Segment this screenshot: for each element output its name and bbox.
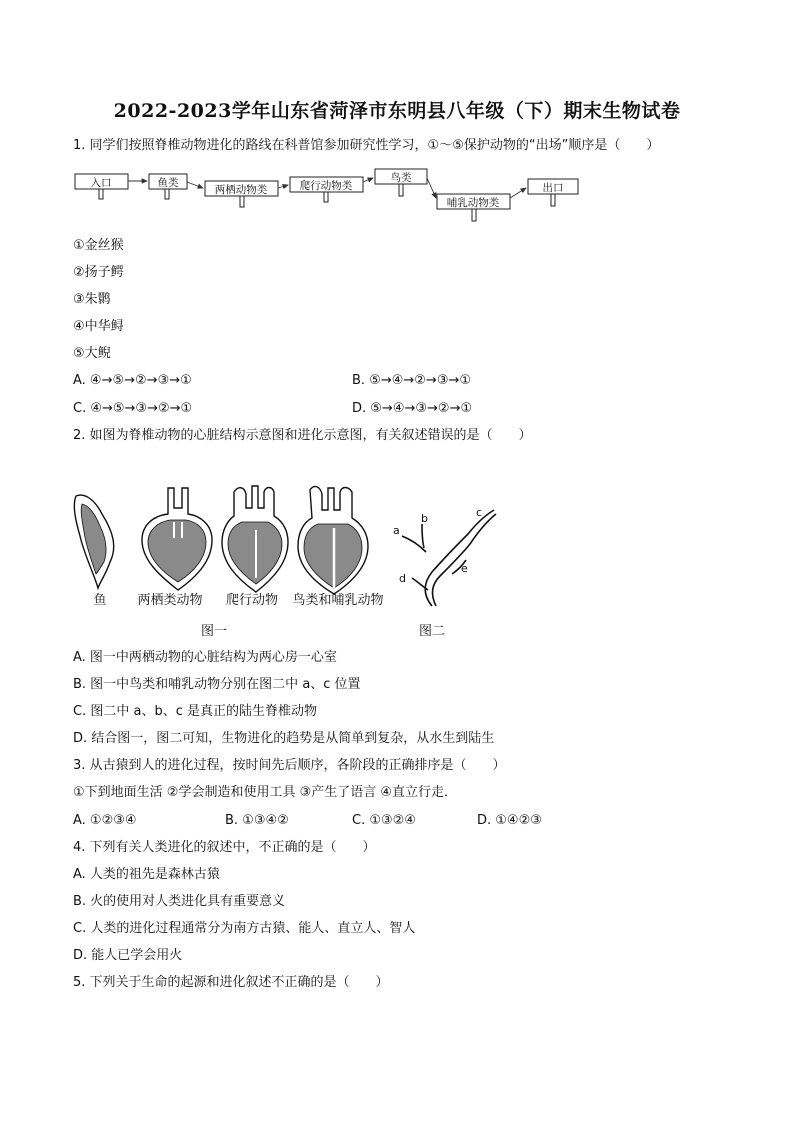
fig1-label-bird-mammal: 鸟类和哺乳动物 (292, 593, 384, 608)
q3-option-b[interactable]: B. ①③④② (225, 813, 289, 828)
fig2-letter: a (393, 524, 400, 537)
route-entrance: 入口 (90, 177, 112, 189)
route-amphibian: 两栖动物类 (214, 184, 268, 196)
q4-stem: 4. 下列有关人类进化的叙述中，不正确的是（ ） (73, 840, 376, 855)
q5-stem: 5. 下列关于生命的起源和进化叙述不正确的是（ ） (73, 975, 389, 990)
q4-option-b[interactable]: B. 火的使用对人类进化具有重要意义 (73, 894, 286, 909)
q1-item: ①金丝猴 (73, 238, 124, 253)
fig2-letter: e (461, 562, 468, 575)
q4-option-c[interactable]: C. 人类的进化过程通常分为南方古猿、能人、直立人、智人 (73, 921, 416, 936)
q2-option-b[interactable]: B. 图一中鸟类和哺乳动物分别在图二中 a、c 位置 (73, 677, 361, 692)
q1-option-d[interactable]: D. ⑤→④→③→②→① (352, 401, 473, 416)
q3-stem: 3. 从古猿到人的进化过程，按时间先后顺序，各阶段的正确排序是（ ） (73, 758, 506, 773)
q1-item: ⑤大鲵 (73, 346, 111, 361)
q4-option-a[interactable]: A. 人类的祖先是森林古猿 (73, 867, 220, 882)
fig2-letter: c (476, 506, 483, 519)
q2-option-a[interactable]: A. 图一中两栖动物的心脏结构为两心房一心室 (73, 650, 337, 665)
q1-option-c[interactable]: C. ④→⑤→③→②→① (73, 401, 193, 416)
fig1-label-reptile: 爬行动物 (225, 593, 279, 608)
q3-option-a[interactable]: A. ①②③④ (73, 813, 137, 828)
q1-item: ③朱鹮 (73, 292, 111, 307)
route-mammal: 哺乳动物类 (446, 197, 500, 209)
q1-item: ④中华鲟 (73, 319, 124, 334)
q1-stem: 1. 同学们按照脊椎动物进化的路线在科普馆参加研究性学习，①～⑤保护动物的“出场”顺序是（ ） (73, 138, 660, 153)
q2-option-d[interactable]: D. 结合图一，图二可知，生物进化的趋势是从简单到复杂，从水生到陆生 (73, 731, 495, 746)
fish-heart-icon (74, 495, 113, 588)
fig1-label-amphibian: 两栖类动物 (137, 593, 203, 608)
q2-option-c[interactable]: C. 图二中 a、b、c 是真正的陆生脊椎动物 (73, 704, 317, 719)
reptile-heart-icon (222, 486, 288, 592)
route-reptile: 爬行动物类 (299, 180, 353, 192)
q3-option-d[interactable]: D. ①④②③ (477, 813, 542, 828)
fig1-caption: 图一 (200, 624, 228, 639)
fig2-letter: b (421, 512, 428, 525)
route-exit: 出口 (542, 182, 564, 194)
q2-figures (66, 478, 506, 648)
evolution-tree-icon (402, 510, 496, 606)
q3-items: ①下到地面生活 ②学会制造和使用工具 ③产生了语言 ④直立行走． (73, 785, 458, 800)
q1-route-diagram (70, 164, 590, 228)
q4-option-d[interactable]: D. 能人已学会用火 (73, 948, 183, 963)
q1-option-a[interactable]: A. ④→⑤→②→③→① (73, 373, 192, 388)
q3-option-c[interactable]: C. ①③②④ (352, 813, 416, 828)
fig1-label-fish: 鱼 (93, 593, 107, 608)
q2-stem: 2. 如图为脊椎动物的心脏结构示意图和进化示意图，有关叙述错误的是（ ） (73, 428, 532, 443)
route-fish: 鱼类 (157, 177, 179, 189)
bird-mammal-heart-icon (298, 487, 368, 594)
fig2-caption: 图二 (418, 624, 446, 639)
fig2-letter: d (399, 572, 406, 585)
q1-option-b[interactable]: B. ⑤→④→②→③→① (352, 373, 472, 388)
amphibian-heart-icon (142, 488, 212, 590)
route-bird: 鸟类 (390, 172, 412, 184)
q1-item: ②扬子鳄 (73, 265, 124, 280)
page-title: 2022-2023学年山东省菏泽市东明县八年级（下）期末生物试卷 (113, 100, 681, 122)
